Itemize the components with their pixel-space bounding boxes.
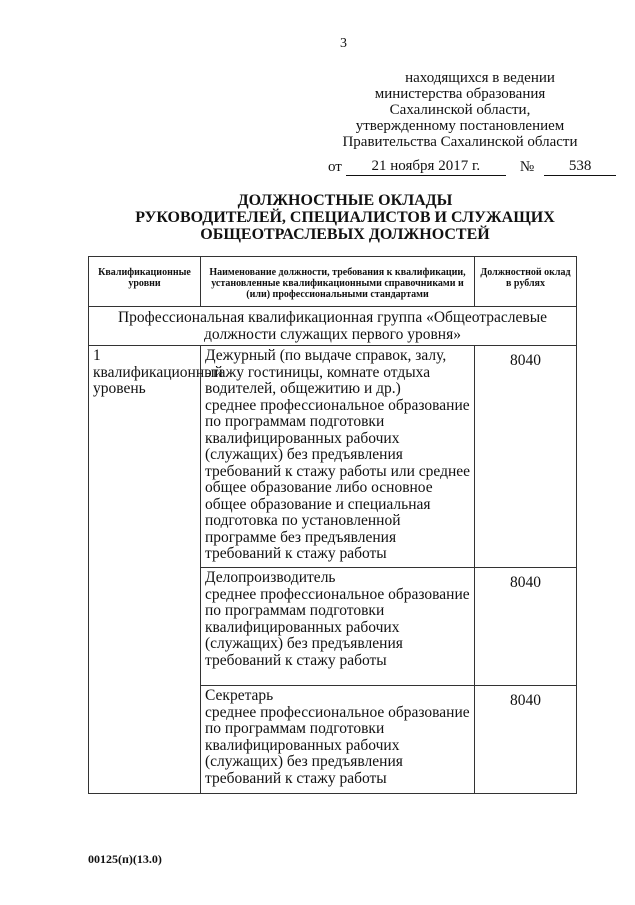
position-name: Дежурный (по выдаче справок, залу, этажу гостиницы, комнате отдыха водителей, общежитию и др.)	[205, 347, 447, 397]
order-date: 21 ноября 2017 г.	[346, 158, 506, 176]
table-header-row	[89, 257, 577, 307]
approval-line: утвержденному постановлением	[355, 118, 565, 134]
document-title	[130, 192, 560, 243]
approval-block	[320, 70, 600, 150]
approval-line: Правительства Сахалинской области	[342, 134, 578, 150]
approval-line: находящихся в ведении	[405, 70, 555, 86]
order-reference	[328, 158, 620, 176]
salary-value: 8040	[475, 568, 577, 686]
qualification-level: 1 квалификационный уровень	[89, 346, 201, 794]
title-line: ОБЩЕОТРАСЛЕВЫХ ДОЛЖНОСТЕЙ	[200, 226, 490, 243]
title-line: РУКОВОДИТЕЛЕЙ, СПЕЦИАЛИСТОВ И СЛУЖАЩИХ	[135, 209, 555, 226]
salary-value: 8040	[475, 686, 577, 794]
table-row	[89, 346, 577, 568]
position-requirements: среднее профессиональное образование по программам подготовки квалифицированных рабочих (служащих) без предъявления требований к стажу работы или среднее общее образование либо основное общее образование и специальная подготовка по установленной программе без предъявления требований к стажу работы	[205, 396, 471, 562]
title-line: ДОЛЖНОСТНЫЕ ОКЛАДЫ	[237, 192, 453, 209]
position-name: Секретарь	[205, 687, 274, 704]
position-cell	[201, 568, 475, 686]
header-levels: Квалификационные уровни	[89, 257, 201, 307]
document-code: 00125(п)(13.0)	[88, 852, 162, 866]
position-cell	[201, 686, 475, 794]
salary-table	[88, 256, 577, 794]
approval-line: министерства образования	[374, 86, 546, 102]
position-cell	[201, 346, 475, 568]
position-name: Делопроизводитель	[205, 569, 336, 586]
group-title: Профессиональная квалификационная группа «Общеотраслевые должности служащих первого уровня»	[89, 307, 577, 346]
from-label: от	[328, 159, 342, 175]
header-position: Наименование должности, требования к квалификации, установленные квалификационными справочниками и (или) профессиональными стандартами	[201, 257, 475, 307]
salary-value: 8040	[475, 346, 577, 568]
number-label: №	[519, 159, 535, 175]
position-requirements: среднее профессиональное образование по программам подготовки квалифицированных рабочих (служащих) без предъявления требований к стажу работы	[205, 703, 470, 787]
header-salary: Должностной оклад в рублях	[475, 257, 577, 307]
page-number: 3	[340, 36, 347, 51]
order-number: 538	[544, 158, 616, 176]
group-row	[89, 307, 577, 346]
approval-line: Сахалинской области,	[389, 102, 531, 118]
position-requirements: среднее профессиональное образование по программам подготовки квалифицированных рабочих (служащих) без предъявления требований к стажу работы	[205, 585, 470, 669]
